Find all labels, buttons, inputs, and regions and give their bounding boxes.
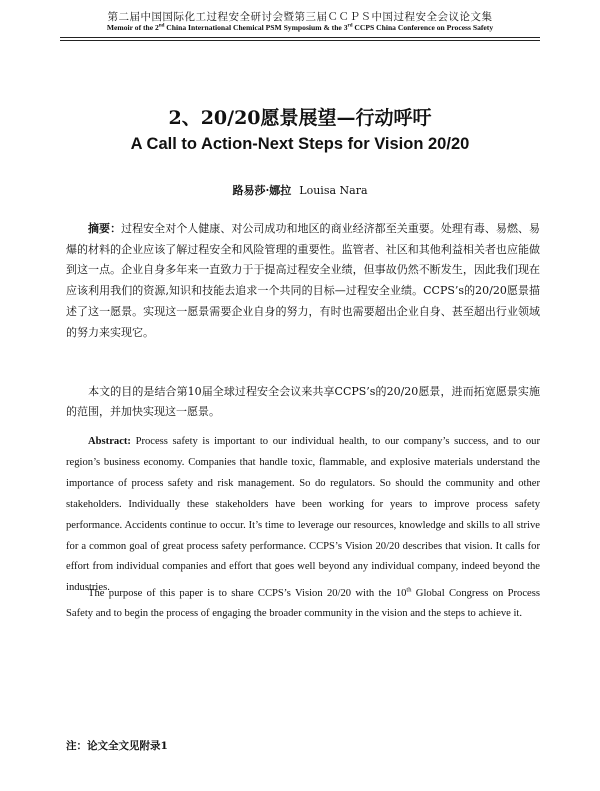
header-en-part3: CCPS China Conference on Process Safety: [352, 23, 494, 32]
footnote: 注：论文全文见附录1: [66, 740, 168, 752]
abstract-english: [66, 432, 540, 599]
header-rule-bottom: [60, 40, 540, 41]
header-en-part1: Memoir of the 2: [106, 23, 159, 32]
paper-title-chinese: 2、20/20愿景展望—行动呼吁: [168, 107, 432, 129]
abstract-chinese-label: 摘要：: [88, 222, 122, 235]
abstract-english-text: Process safety is important to our individual health, to our company’s success, and to our region’s business economy. Companies that handle toxic, flammable, and explosive materials understand the importance of process safety and risk management. So do regulators. So should the community and other stakeholders. Individually these stakeholders have been working for years to improve process safety performance. Accidents continue to occur. It’s time to leverage our resources, knowledge and skills to all strive for a common goal of great process safety performance. CCPS’s Vision 20/20 describes that vision. It calls for effort from individual companies and effort that goes well beyond any individual company, indeed beyond the industries.: [66, 436, 541, 594]
author-name-english: Louisa Nara: [299, 184, 368, 197]
header-en-part2: China International Chemical PSM Symposium & the 3: [164, 23, 348, 32]
author-name-chinese: 路易莎·娜拉: [232, 184, 292, 197]
header-rule-top: [60, 37, 540, 38]
header-en-sup2: rd: [347, 23, 353, 29]
purpose-english-part1: The purpose of this paper is to share CCPS’s Vision 20/20 with the 10: [88, 588, 407, 599]
purpose-chinese: [66, 382, 540, 422]
abstract-chinese: [66, 219, 540, 343]
purpose-english: [66, 584, 540, 624]
abstract-chinese-text: 过程安全对个人健康、对公司成功和地区的商业经济都至关重要。处理有毒、易燃、易爆的材料的企业应该了解过程安全和风险管理的重要性。监管者、社区和其他利益相关者也应能做到这一点。企业自身多年来一直致力于于提高过程安全业绩，但事故仍然不断发生，因此我们现在应该利用我们的资源,知识和技能去追求一个共同的目标—过程安全业绩。CCPS’s的20/20愿景描述了这一愿景。实现这一愿景需要企业自身的努力，有时也需要超出企业自身、甚至超出行业领域的努力来实现它。: [66, 222, 541, 339]
paper-title-english: A Call to Action-Next Steps for Vision 20/20: [130, 135, 470, 153]
abstract-english-label: Abstract:: [88, 436, 131, 447]
header-en-sup1: nd: [158, 23, 165, 29]
purpose-english-part2: Global Congress on Process Safety and to begin the process of engaging the broader community in the vision and the steps to achieve it.: [66, 588, 540, 619]
purpose-chinese-text: 本文的目的是结合第10届全球过程安全会议来共享CCPS’s的20/20愿景，进而拓宽愿景实施的范围，并加快实现这一愿景。: [66, 385, 540, 418]
author-line: [0, 182, 600, 198]
running-header-english: [0, 23, 600, 32]
running-header-chinese: 第二届中国国际化工过程安全研讨会暨第三届ＣＣＰＳ中国过程安全会议论文集: [107, 11, 493, 23]
purpose-english-sup: th: [406, 586, 412, 594]
